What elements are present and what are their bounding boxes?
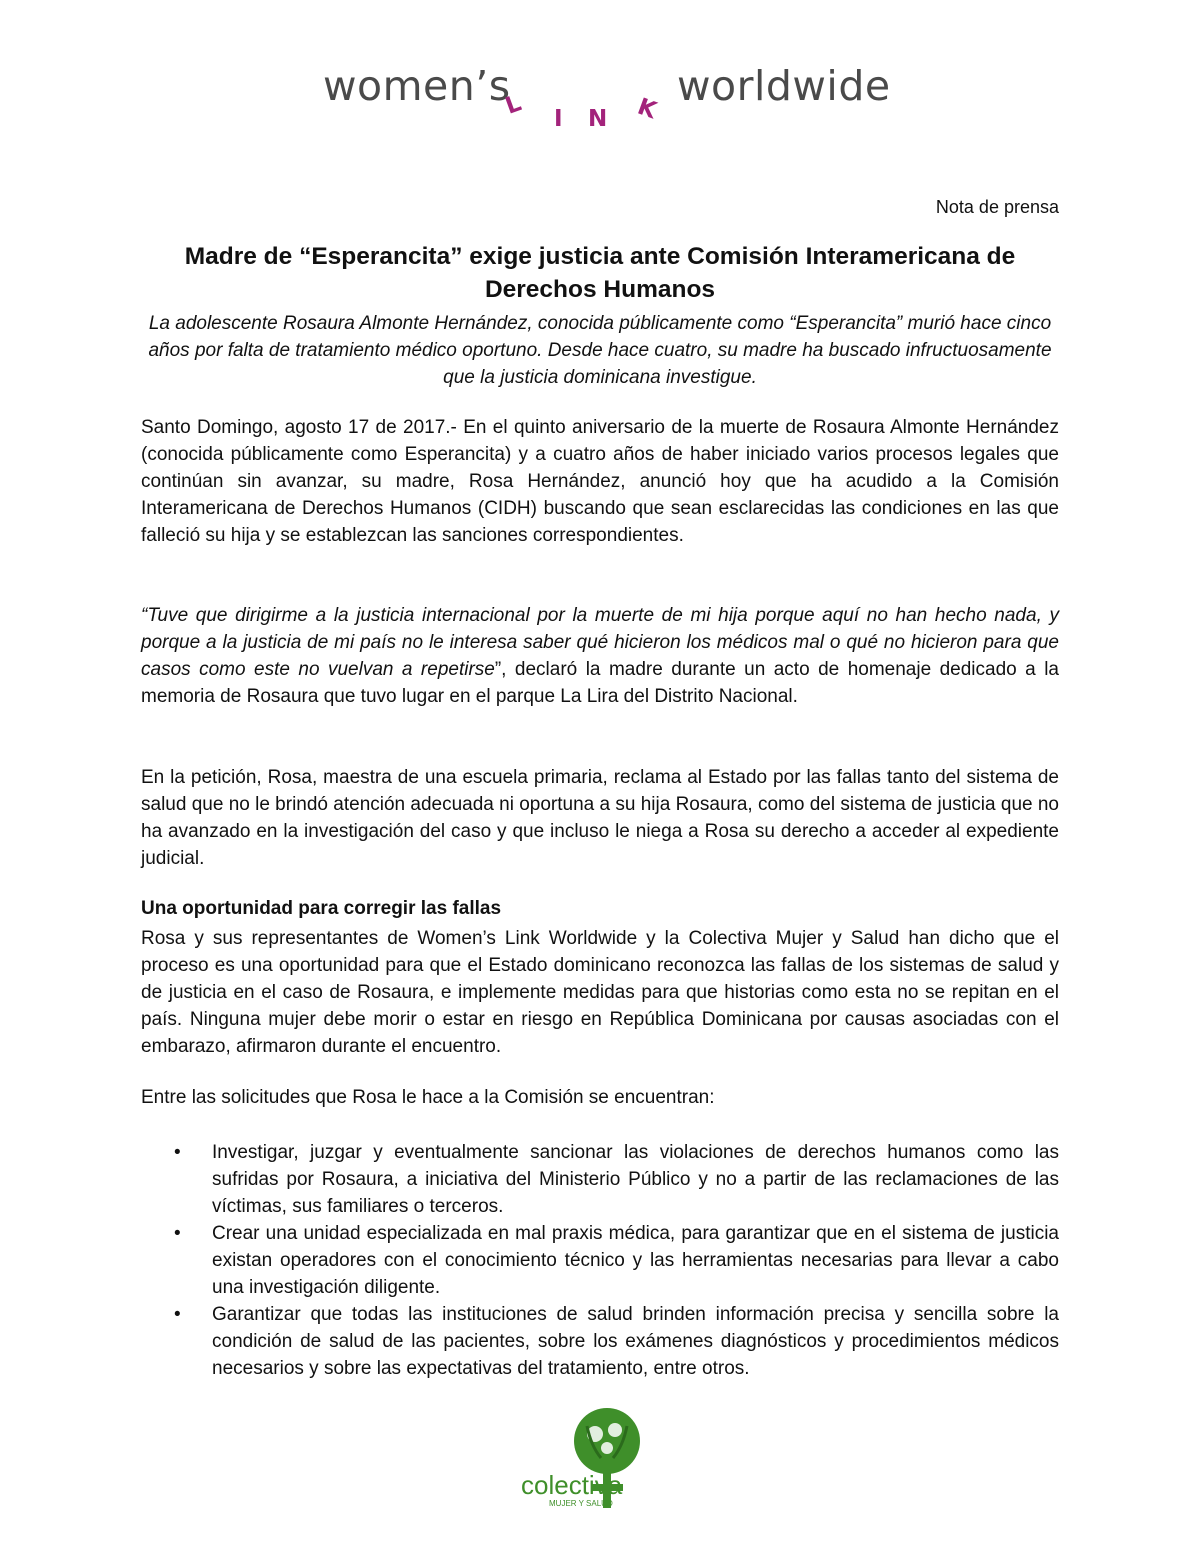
- colectiva-logo: [515, 1406, 665, 1516]
- bullet-icon: •: [174, 1304, 181, 1325]
- requests-list: [141, 1139, 1059, 1382]
- subheadline: La adolescente Rosaura Almonte Hernández, conocida públicamente como “Esperancita” murió hace cinco años por falta de tratamiento médico oportuno. Desde hace cuatro, su madre ha buscado infructuosamente que la justicia dominicana investigue.: [148, 313, 1052, 388]
- bullet-icon: •: [174, 1142, 181, 1163]
- quote-text: “Tuve que dirigirme a la justicia internacional por la muerte de mi hija porque aquí no han hecho nada, y porque a la justicia de mi país no le interesa saber qué hicieron los médicos mal o qué no hicieron para que casos como este no vuelvan a repetirse: [141, 605, 1059, 680]
- section-heading: Una oportunidad para corregir las fallas: [141, 898, 502, 919]
- logo-letter-i: I: [554, 106, 563, 132]
- logo-word-right: worldwide: [677, 62, 891, 110]
- womens-link-logo: [320, 62, 891, 142]
- bullet-icon: •: [174, 1223, 181, 1244]
- list-item: • Investigar, juzgar y eventualmente sancionar las violaciones de derechos humanos como las sufridas por Rosaura, a iniciativa del Ministerio Público y no a partir de las reclamaciones de las víctimas, sus familiares o terceros.: [141, 1139, 1059, 1220]
- logo-tagline: MUJER Y SALUD: [549, 1499, 613, 1508]
- list-item: • Crear una unidad especializada en mal praxis médica, para garantizar que en el sistema de justicia existan operadores con el conocimiento técnico y las herramientas necesarias para llevar a cabo una investigación diligente.: [141, 1220, 1059, 1301]
- logo-word-left: women’s: [323, 62, 511, 110]
- logo-letter-l: L: [501, 90, 525, 120]
- logo-letter-n: N: [588, 106, 608, 132]
- logo-word-colectiva: colectiva: [521, 1470, 623, 1500]
- tree-emblem-icon: [515, 1406, 665, 1516]
- quote-attribution: ”, declaró la madre durante un acto de homenaje dedicado a la memoria de Rosaura que tuvo lugar en el parque La Lira del Distrito Nacional.: [141, 659, 1059, 707]
- logo-letter-k: K: [634, 93, 660, 125]
- list-item: • Garantizar que todas las instituciones de salud brinden información precisa y sencilla sobre la condición de salud de las pacientes, sobre los exámenes diagnósticos y procedimientos médicos necesarios y sobre las expectativas del tratamiento, entre otros.: [141, 1301, 1059, 1382]
- paragraph-opportunity: Rosa y sus representantes de Women’s Link Worldwide y la Colectiva Mujer y Salud han dicho que el proceso es una oportunidad para que el Estado dominicano reconozca las fallas de los sistemas de salud y de justicia en el caso de Rosaura, e implemente medidas para que historias como esta no se repitan en el país. Ninguna mujer debe morir o estar en riesgo en República Dominicana por causas asociadas con el embarazo, afirmaron durante el encuentro.: [141, 928, 1059, 1057]
- press-note-label: Nota de prensa: [935, 197, 1059, 217]
- paragraph-intro: Santo Domingo, agosto 17 de 2017.- En el quinto aniversario de la muerte de Rosaura Almonte Hernández (conocida públicamente como Esperancita) y a cuatro años de haber iniciado varios procesos legales que continúan sin avanzar, su madre, Rosa Hernández, anunció hoy que ha acudido a la Comisión Interamericana de Derechos Humanos (CIDH) buscando que sean esclarecidas las condiciones en las que falleció su hija y se establezcan las sanciones correspondientes.: [141, 417, 1059, 546]
- headline: Madre de “Esperancita” exige justicia ante Comisión Interamericana de Derechos Humanos: [184, 243, 1016, 303]
- paragraph-quote: [141, 602, 1059, 710]
- paragraph-requests-intro: Entre las solicitudes que Rosa le hace a la Comisión se encuentran:: [141, 1087, 715, 1108]
- paragraph-petition: En la petición, Rosa, maestra de una escuela primaria, reclama al Estado por las fallas tanto del sistema de salud que no le brindó atención adecuada ni oportuna a su hija Rosaura, como del sistema de justicia que no ha avanzado en la investigación del caso y que incluso le niega a Rosa su derecho a acceder al expediente judicial.: [141, 767, 1059, 869]
